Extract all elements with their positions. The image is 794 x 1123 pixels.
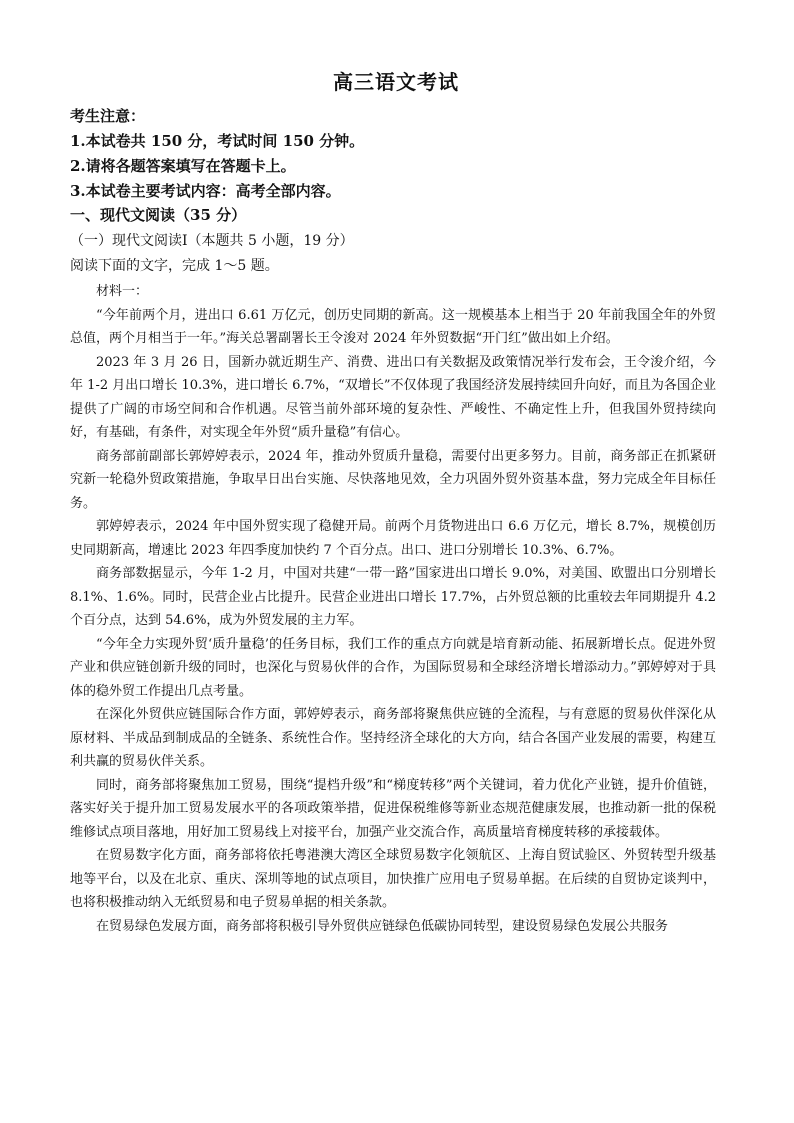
section-heading: 一、现代文阅读（35 分） — [70, 206, 247, 224]
section-subheading: （一）现代文阅读Ⅰ（本题共 5 小题，19 分） — [70, 233, 354, 249]
material-paragraph: 商务部数据显示，今年 1-2 月，中国对共建“一带一路”国家进出口增长 9.0%，对美国、欧盟出口分别增长 8.1%、1.6%。同时，民营企业占比提升。民营企业进出口增长 17.7%，占外贸总额的比重较去年同期提升 4.2 个百分点，达到 54.6%，成为外贸发展的主力军。 — [70, 566, 716, 628]
material-paragraph: 在深化外贸供应链国际合作方面，郭婷婷表示，商务部将聚焦供应链的全流程，与有意愿的贸易伙伴深化从原材料、半成品到制成品的全链条、系统性合作。坚持经济全球化的大方向，结合各国产业发展的需要，构建互利共赢的贸易伙伴关系。 — [70, 707, 716, 769]
material-paragraph: 商务部前副部长郭婷婷表示，2024 年，推动外贸质升量稳，需要付出更多努力。目前，商务部正在抓紧研究新一轮稳外贸政策措施，争取早日出台实施、尽快落地见效，全力巩固外贸外资基本盘，努力完成全年目标任务。 — [70, 448, 716, 511]
material-paragraph: “今年前两个月，进出口 6.61 万亿元，创历史同期的新高。这一规模基本上相当于 20 年前我国全年的外贸总值，两个月相当于一年。”海关总署副署长王令浚对 2024 年外贸数据“开门红”做出如上介绍。 — [70, 307, 716, 346]
reading-material — [70, 280, 716, 938]
material-paragraph: “今年全力实现外贸‘质升量稳’的任务目标，我们工作的重点方向就是培育新动能、拓展新增长点。促进外贸产业和供应链创新升级的同时，也深化与贸易伙伴的合作，为国际贸易和全球经济增长增添动力。”郭婷婷对于具体的稳外贸工作提出几点考量。 — [70, 636, 716, 699]
exam-title: 高三语文考试 — [333, 70, 459, 94]
material-label: 材料一： — [96, 284, 149, 299]
material-paragraph: 在贸易绿色发展方面，商务部将积极引导外贸供应链绿色低碳协同转型，建设贸易绿色发展公共服务 — [96, 918, 669, 934]
material-paragraph: 同时，商务部将聚焦加工贸易，围绕“提档升级”和“梯度转移”两个关键词，着力优化产业链，提升价值链，落实好关于提升加工贸易发展水平的各项政策举措，促进保税维修等新业态规范健康发展，也推动新一批的保税维修试点项目落地，用好加工贸易线上对接平台，加强产业交流合作，高质量培育梯度转移的承接载体。 — [70, 777, 716, 840]
reading-instruction: 阅读下面的文字，完成 1～5 题。 — [70, 258, 279, 274]
notice-item-2: 2.请将各题答案填写在答题卡上。 — [70, 157, 296, 175]
material-paragraph: 2023 年 3 月 26 日，国新办就近期生产、消费、进出口有关数据及政策情况举行发布会，王令浚介绍，今年 1-2 月出口增长 10.3%，进口增长 6.7%，“双增长”不仅体现了我国经济发展持续回升向好，而且为各国企业提供了广阔的市场空间和合作机遇。尽管当前外部环境的复杂性、严峻性、不确定性上升，但我国外贸持续向好，有基础，有条件，对实现全年外贸“质升量稳”有信心。 — [70, 354, 716, 440]
material-paragraph: 在贸易数字化方面，商务部将依托粤港澳大湾区全球贸易数字化领航区、上海自贸试验区、外贸转型升级基地等平台，以及在北京、重庆、深圳等地的试点项目，加快推广应用电子贸易单据。在后续的自贸协定谈判中，也将积极推动纳入无纸贸易和电子贸易单据的相关条款。 — [70, 848, 716, 910]
notice-heading: 考生注意： — [70, 107, 146, 125]
material-paragraph: 郭婷婷表示，2024 年中国外贸实现了稳健开局。前两个月货物进出口 6.6 万亿元，增长 8.7%，规模创历史同期新高，增速比 2023 年四季度加快约 7 个百分点。出口、进口分别增长 10.3%、6.7%。 — [70, 519, 716, 558]
notice-item-3: 3.本试卷主要考试内容：高考全部内容。 — [70, 182, 341, 200]
notice-item-1: 1.本试卷共 150 分，考试时间 150 分钟。 — [70, 132, 365, 150]
